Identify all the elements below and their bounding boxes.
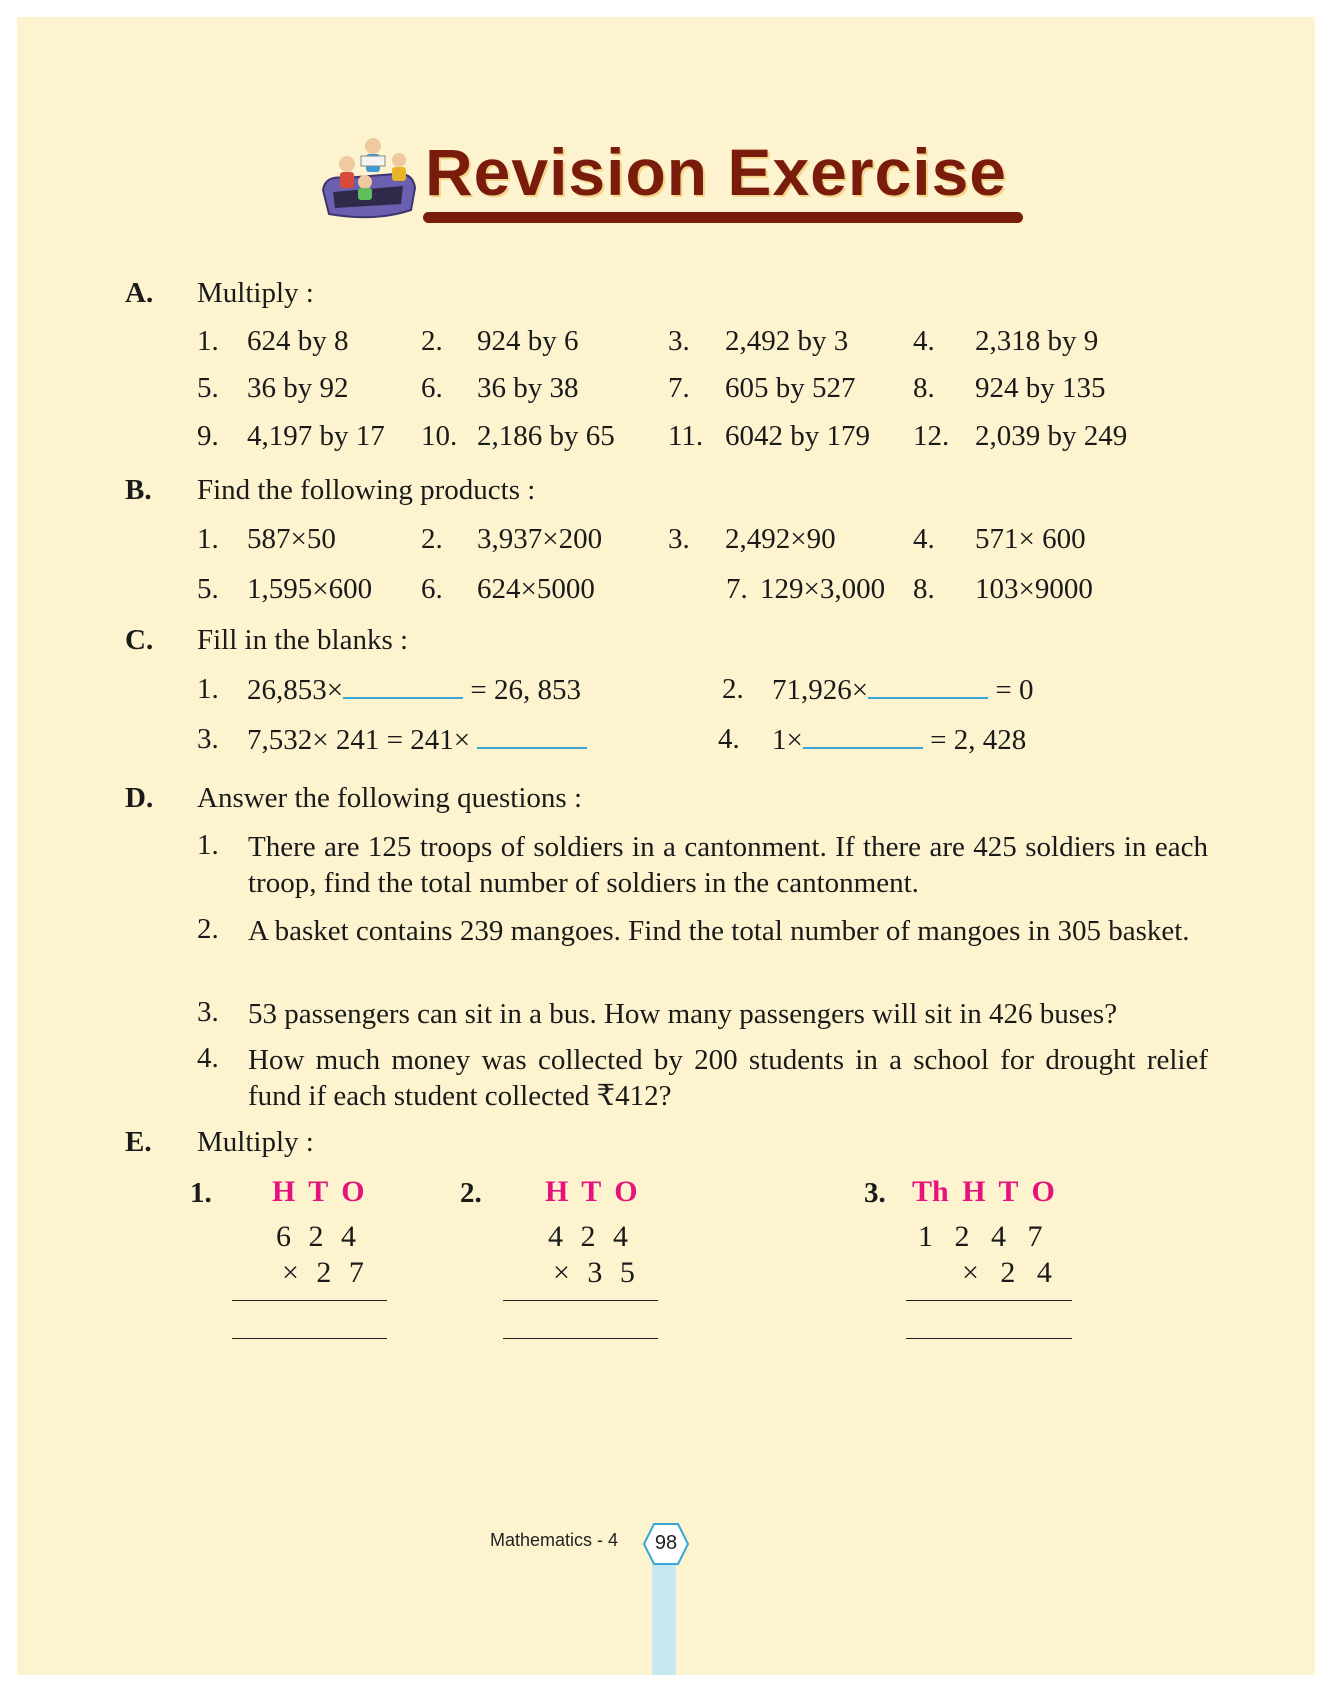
section-c-heading: Fill in the blanks :	[197, 624, 409, 656]
e-problem-number: 3.	[864, 1177, 886, 1209]
a-item-number: 6.	[421, 372, 443, 404]
a-item-text: 2,492 by 3	[725, 325, 849, 357]
a-item-text: 605 by 527	[725, 372, 856, 404]
d-question-number: 2.	[197, 913, 219, 945]
a-item-number: 1.	[197, 325, 219, 357]
b-item-number: 1.	[197, 523, 219, 555]
a-item-text: 2,039 by 249	[975, 420, 1128, 452]
c-item-expression	[247, 723, 587, 757]
answer-line	[232, 1338, 387, 1339]
title-banner	[315, 130, 1035, 240]
a-item-text: 2,318 by 9	[975, 325, 1099, 357]
b-item-text: 587×50	[247, 523, 336, 555]
c-item-expression	[772, 673, 1033, 707]
c-item-right: = 0	[995, 674, 1034, 706]
e-problem-number: 1.	[190, 1177, 212, 1209]
b-item-number: 2.	[421, 523, 443, 555]
b-item-number: 4.	[913, 523, 935, 555]
b-item-text: 3,937×200	[477, 523, 603, 555]
c-item-right: = 2, 428	[930, 724, 1027, 756]
page-number: 98	[654, 1532, 678, 1554]
answer-line	[232, 1300, 387, 1301]
page-number-badge	[642, 1522, 690, 1566]
a-item-text: 924 by 135	[975, 372, 1106, 404]
answer-line	[906, 1300, 1072, 1301]
d-question-text: 53 passengers can sit in a bus. How many passengers will sit in 426 buses?	[248, 998, 1118, 1030]
page-title: Revision Exercise	[425, 135, 1007, 209]
e-problem-number: 2.	[460, 1177, 482, 1209]
c-item-expression	[247, 673, 581, 707]
b-item-number: 7.	[726, 573, 748, 605]
answer-line	[503, 1300, 658, 1301]
a-item-text: 624 by 8	[247, 325, 349, 357]
a-item-text: 6042 by 179	[725, 420, 870, 452]
d-question-number: 3.	[197, 996, 219, 1028]
multiplier: × 3 5	[553, 1256, 635, 1289]
d-question-text: There are 125 troops of soldiers in a cantonment. If there are 425 soldiers in each troop, find the total number of soldiers in the cantonment.	[248, 831, 1208, 899]
place-value-heading: H T O	[272, 1175, 365, 1208]
b-item-number: 3.	[668, 523, 690, 555]
c-item-expression	[772, 723, 1026, 757]
a-item-number: 12.	[913, 420, 950, 452]
c-item-number: 2.	[722, 673, 744, 705]
footer-subject: Mathematics - 4	[490, 1530, 619, 1550]
b-item-number: 8.	[913, 573, 935, 605]
answer-line	[906, 1338, 1072, 1339]
a-item-text: 4,197 by 17	[247, 420, 385, 452]
multiplicand: 6 2 4	[276, 1220, 356, 1253]
a-item-number: 5.	[197, 372, 219, 404]
multiplier: × 2 4	[962, 1256, 1052, 1289]
multiplier: × 2 7	[282, 1256, 364, 1289]
section-b-letter: B.	[125, 474, 152, 506]
d-question-number: 4.	[197, 1042, 219, 1074]
b-item-text: 103×9000	[975, 573, 1093, 605]
d-question-number: 1.	[197, 829, 219, 861]
a-item-text: 36 by 38	[477, 372, 579, 404]
c-item-left: 71,926×	[772, 674, 869, 706]
section-d-heading: Answer the following questions :	[197, 782, 583, 814]
section-b-heading: Find the following products :	[197, 474, 536, 506]
footer-bar	[652, 1565, 676, 1675]
c-item-number: 3.	[197, 723, 219, 755]
b-item-number: 6.	[421, 573, 443, 605]
b-item-text: 129×3,000	[760, 573, 886, 605]
c-item-right: = 26, 853	[470, 674, 581, 706]
a-item-number: 10.	[421, 420, 458, 452]
a-item-number: 7.	[668, 372, 690, 404]
section-a-heading: Multiply :	[197, 277, 314, 309]
section-e-letter: E.	[125, 1126, 152, 1158]
c-item-number: 4.	[718, 723, 740, 755]
a-item-text: 924 by 6	[477, 325, 579, 357]
answer-blank[interactable]	[803, 723, 923, 749]
c-item-number: 1.	[197, 673, 219, 705]
a-item-number: 2.	[421, 325, 443, 357]
d-question-text: A basket contains 239 mangoes. Find the total number of mangoes in 305 basket.	[248, 915, 1190, 947]
section-c-letter: C.	[125, 624, 154, 656]
title-underline	[423, 212, 1023, 223]
answer-blank[interactable]	[343, 673, 463, 699]
section-a-letter: A.	[125, 277, 154, 309]
b-item-text: 571× 600	[975, 523, 1086, 555]
section-e-heading: Multiply :	[197, 1126, 314, 1158]
b-item-text: 2,492×90	[725, 523, 836, 555]
multiplicand: 1 2 4 7	[918, 1220, 1043, 1253]
answer-blank[interactable]	[477, 723, 587, 749]
a-item-number: 4.	[913, 325, 935, 357]
answer-blank[interactable]	[868, 673, 988, 699]
b-item-number: 5.	[197, 573, 219, 605]
c-item-left: 7,532× 241 = 241×	[247, 724, 471, 756]
a-item-text: 2,186 by 65	[477, 420, 615, 452]
answer-line	[503, 1338, 658, 1339]
a-item-number: 8.	[913, 372, 935, 404]
a-item-text: 36 by 92	[247, 372, 349, 404]
section-d-letter: D.	[125, 782, 154, 814]
b-item-text: 624×5000	[477, 573, 595, 605]
d-question-text: How much money was collected by 200 students in a school for drought relief fund if each student collected ₹412?	[248, 1044, 1208, 1112]
a-item-number: 3.	[668, 325, 690, 357]
c-item-left: 26,853×	[247, 674, 344, 706]
place-value-heading: Th H T O	[912, 1175, 1055, 1208]
a-item-number: 9.	[197, 420, 219, 452]
multiplicand: 4 2 4	[548, 1220, 628, 1253]
c-item-left: 1×	[772, 724, 803, 756]
b-item-text: 1,595×600	[247, 573, 373, 605]
a-item-number: 11.	[668, 420, 704, 452]
place-value-heading: H T O	[545, 1175, 638, 1208]
children-reading-on-sofa-icon	[315, 130, 425, 230]
